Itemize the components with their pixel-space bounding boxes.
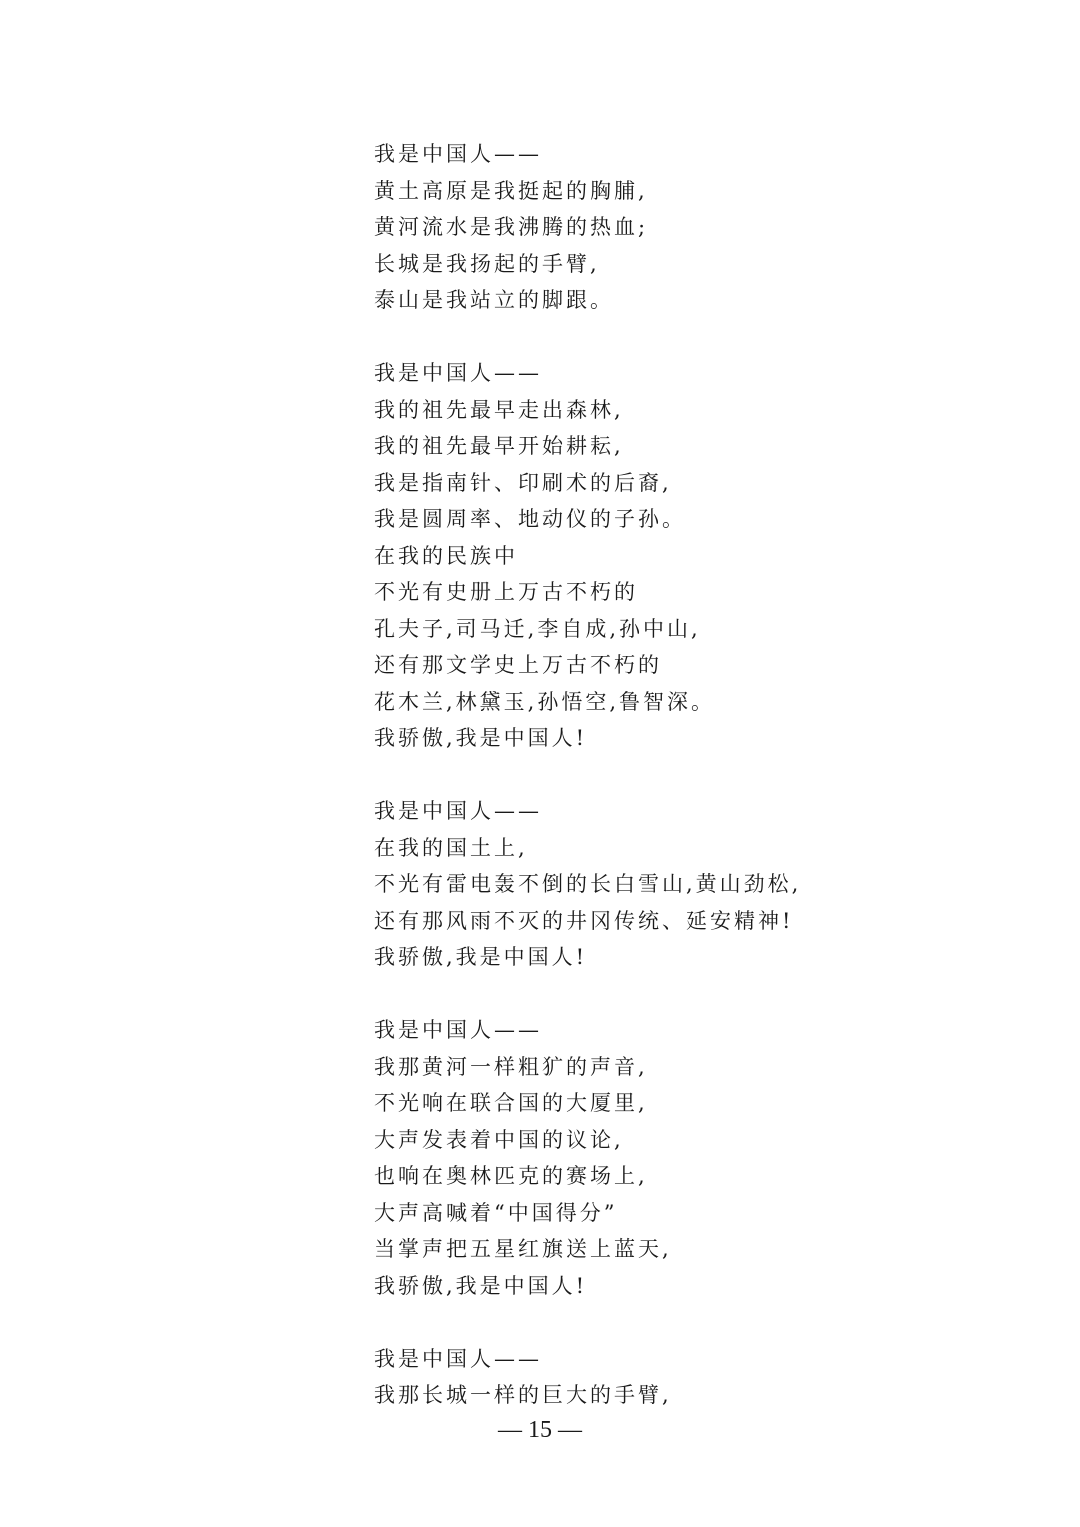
poem-body [374,136,994,1450]
page-number: — 15 — [498,1417,582,1443]
poem-line: 我是指南针、印刷术的后裔, [374,470,672,495]
poem-line: 黄河流水是我沸腾的热血; [374,215,649,239]
stanza-5 [374,1341,994,1414]
poem-line: 黄土高原是我挺起的胸脯, [374,178,648,203]
poem-line: 不光有雷电轰不倒的长白雪山,黄山劲松, [374,872,802,896]
poem-line: 还有那风雨不灭的井冈传统、延安精神! [374,908,794,933]
poem-line: 还有那文学史上万古不朽的 [374,653,662,677]
poem-line: 我是中国人—— [374,1018,542,1042]
poem-line: 我是中国人—— [374,142,542,166]
poem-line: 我那黄河一样粗犷的声音, [374,1054,648,1079]
poem-line: 我是中国人—— [374,1346,542,1371]
stanza-4 [374,1012,994,1304]
poem-line: 泰山是我站立的脚跟。 [374,288,614,312]
poem-line: 大声发表着中国的议论, [374,1127,624,1152]
stanza-3 [374,793,994,976]
poem-line: 不光有史册上万古不朽的 [374,580,638,604]
poem-line: 大声高喊着“中国得分” [374,1200,618,1225]
poem-line: 我的祖先最早走出森林, [374,397,624,422]
poem-line: 我骄傲,我是中国人! [374,1273,588,1298]
poem-line: 长城是我扬起的手臂, [374,251,600,276]
poem-line: 我是中国人—— [374,799,542,823]
poem-line: 花木兰,林黛玉,孙悟空,鲁智深。 [374,689,716,714]
poem-line: 我骄傲,我是中国人! [374,945,588,969]
poem-line: 在我的国土上, [374,835,528,860]
poem-line: 当掌声把五星红旗送上蓝天, [374,1237,672,1261]
poem-line: 我是圆周率、地动仪的子孙。 [374,507,686,531]
poem-line: 我的祖先最早开始耕耘, [374,434,624,458]
poem-line: 在我的民族中 [374,543,518,568]
poem-line: 不光响在联合国的大厦里, [374,1091,648,1115]
stanza-1 [374,136,994,319]
poem-line: 我骄傲,我是中国人! [374,726,588,750]
stanza-2 [374,355,994,757]
poem-line: 我是中国人—— [374,361,542,385]
poem-line: 孔夫子,司马迁,李自成,孙中山, [374,616,701,641]
poem-line: 也响在奥林匹克的赛场上, [374,1164,648,1188]
poem-line: 我那长城一样的巨大的手臂, [374,1383,672,1407]
